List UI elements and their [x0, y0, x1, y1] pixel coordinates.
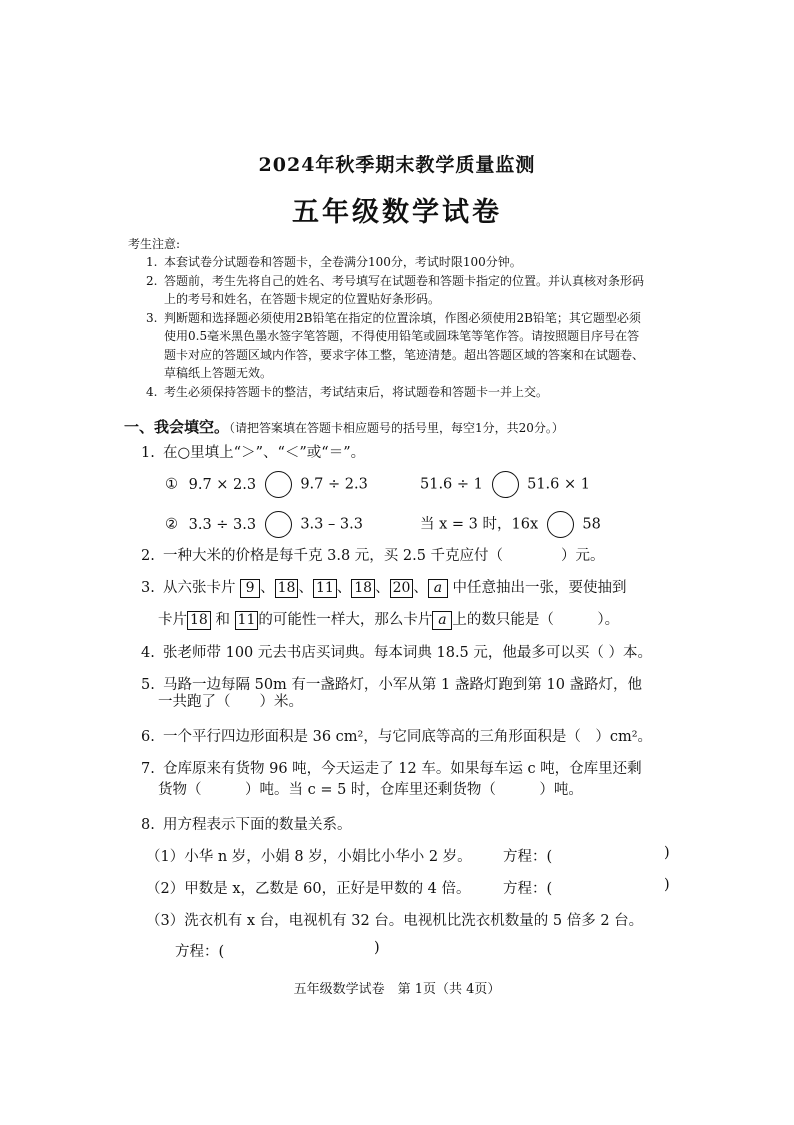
section-instruction: （请把答案填在答题卡相应题号的括号里，每空1分，共20分。） — [229, 421, 564, 435]
q8-sub-3-equation[interactable] — [175, 940, 224, 961]
number-card: 11 — [313, 579, 337, 598]
sub-question-text: （1）小华 n 岁，小娟 8 岁，小娟比小华小 2 岁。 — [146, 849, 472, 865]
notice-item — [128, 253, 648, 272]
row-mark: ① — [165, 476, 178, 493]
number-card: 18 — [187, 611, 211, 630]
notice-item — [128, 309, 648, 383]
question-text: 上的数只能是（ ）。 — [452, 612, 620, 628]
expression: 58 — [582, 516, 601, 533]
number-card: 20 — [390, 579, 414, 598]
question-text: 在○里填上“＞”、“＜”或“＝”。 — [163, 445, 366, 461]
expression: 9.7 ÷ 2.3 — [300, 476, 368, 493]
question-text: 张老师带 100 元去书店买词典。每本词典 18.5 元，他最多可以买（ ）本。 — [163, 645, 653, 661]
notice-num: 2. — [146, 273, 158, 288]
question-text: 一种大米的价格是每千克 3.8 元，买 2.5 千克应付（ ）元。 — [163, 548, 605, 564]
compare-circle[interactable] — [492, 471, 519, 498]
notice-text: 本套试卷分试题卷和答题卡，全卷满分100分，考试时限100分钟。 — [164, 255, 522, 269]
notice-text: 判断题和选择题必须使用2B铅笔在指定的位置涂填，作图必须使用2B铅笔；其它题型必须使用0.5毫米黑色墨水签字笔答题，不得使用铅笔或圆珠笔等笔作答。请按照题目序号在答题卡对应的答题区域内作答，要求字体工整，笔迹清楚。超出答题区域的答案和在试题卷、草稿纸上答题无效。 — [164, 310, 645, 380]
number-card: 11 — [235, 611, 259, 630]
q8-sub-3-close: ) — [374, 940, 380, 956]
question-5-line2: 一共跑了（ ）米。 — [158, 694, 303, 710]
number-card: 18 — [275, 579, 299, 598]
q1-row-2b — [420, 511, 601, 538]
question-text: 从六张卡片 — [163, 580, 236, 596]
question-3: 3. 从六张卡片 9 、 18 、 11 、 18 、 20 、 a 中任意抽出一张，要使抽到 — [141, 575, 627, 602]
question-number: 6. — [141, 729, 155, 745]
question-text: 一个平行四边形面积是 36 cm²，与它同底等高的三角形面积是（ ）cm²。 — [163, 729, 653, 745]
number-card: a — [428, 579, 448, 598]
notice-item — [128, 272, 648, 309]
question-text: 和 — [215, 612, 230, 628]
expression: 当 x = 3 时，16x — [420, 516, 539, 533]
expression: 51.6 ÷ 1 — [420, 476, 483, 493]
notice-text: 考生必须保持答题卡的整洁，考试结束后，将试题卷和答题卡一并上交。 — [164, 384, 549, 399]
question-text: 仓库原来有货物 96 吨，今天运走了 12 车。如果每车运 c 吨，仓库里还剩 — [163, 761, 642, 777]
question-number: 2. — [141, 548, 155, 564]
question-1 — [141, 440, 365, 467]
notice-num: 3. — [146, 310, 158, 325]
question-7-line2: 货物（ ）吨。当 c = 5 时，仓库里还剩货物（ ）吨。 — [158, 782, 583, 798]
notice-num: 1. — [146, 255, 158, 269]
exam-title: 2024年秋季期末教学质量监测 — [258, 154, 536, 176]
sub-question-text: （2）甲数是 x，乙数是 60，正好是甲数的 4 倍。 — [146, 881, 471, 897]
question-8 — [141, 812, 352, 839]
number-card: a — [432, 611, 452, 630]
compare-circle[interactable] — [265, 471, 292, 498]
question-text: 卡片 — [158, 612, 187, 628]
expression: 51.6 × 1 — [527, 476, 590, 493]
expression: 9.7 × 2.3 — [188, 476, 257, 493]
question-number: 1. — [141, 445, 155, 461]
q1-row-1b — [420, 471, 590, 498]
question-number: 3. — [141, 580, 155, 596]
question-number: 7. — [141, 761, 155, 777]
equation-label: 方程：( — [503, 881, 553, 897]
page-footer: 五年级数学试卷 第 1页（共 4页） — [293, 982, 501, 997]
question-3-line2 — [158, 607, 619, 634]
question-6 — [141, 724, 652, 751]
q8-sub-1-close: ) — [664, 845, 670, 861]
question-text: 中任意抽出一张，要使抽到 — [452, 580, 627, 596]
row-mark: ② — [165, 516, 178, 533]
compare-circle[interactable] — [265, 511, 292, 538]
question-4 — [141, 640, 652, 667]
q8-sub-3 — [146, 909, 643, 930]
exam-subtitle: 五年级数学试卷 — [292, 197, 502, 228]
section-heading — [124, 416, 564, 437]
equation-label: 方程：( — [175, 944, 225, 960]
expression: 3.3 ÷ 3.3 — [188, 516, 257, 533]
question-text: 的可能性一样大，那么卡片 — [258, 612, 433, 628]
question-number: 8. — [141, 817, 155, 833]
question-2 — [141, 543, 605, 570]
number-card: 18 — [351, 579, 375, 598]
question-text: 用方程表示下面的数量关系。 — [163, 817, 352, 833]
q8-sub-1-equation[interactable] — [503, 845, 552, 866]
q1-row-2 — [165, 511, 363, 538]
q1-row-1 — [165, 471, 368, 498]
notice-num: 4. — [146, 384, 158, 399]
number-card: 9 — [240, 579, 260, 598]
q8-sub-2 — [146, 877, 471, 898]
sub-question-text: （3）洗衣机有 x 台，电视机有 32 台。电视机比洗衣机数量的 5 倍多 2 台。 — [146, 913, 644, 929]
equation-label: 方程：( — [503, 849, 553, 865]
section-title: 一、我会填空。 — [124, 418, 230, 436]
notice-list — [128, 253, 648, 401]
question-text: 马路一边每隔 50m 有一盏路灯，小军从第 1 盏路灯跑到第 10 盏路灯，他 — [163, 677, 643, 693]
question-number: 5. — [141, 677, 155, 693]
q8-sub-2-close: ) — [664, 877, 670, 893]
q8-sub-2-equation[interactable] — [503, 877, 552, 898]
expression: 3.3 – 3.3 — [300, 516, 363, 533]
notice-heading: 考生注意: — [128, 237, 181, 251]
compare-circle[interactable] — [547, 511, 574, 538]
q8-sub-1 — [146, 845, 472, 866]
notice-item — [128, 383, 648, 402]
notice-text: 答题前，考生先将自己的姓名、考号填写在试题卷和答题卡指定的位置。并认真核对条形码上的考号和姓名，在答题卡规定的位置贴好条形码。 — [164, 273, 645, 306]
question-number: 4. — [141, 645, 155, 661]
